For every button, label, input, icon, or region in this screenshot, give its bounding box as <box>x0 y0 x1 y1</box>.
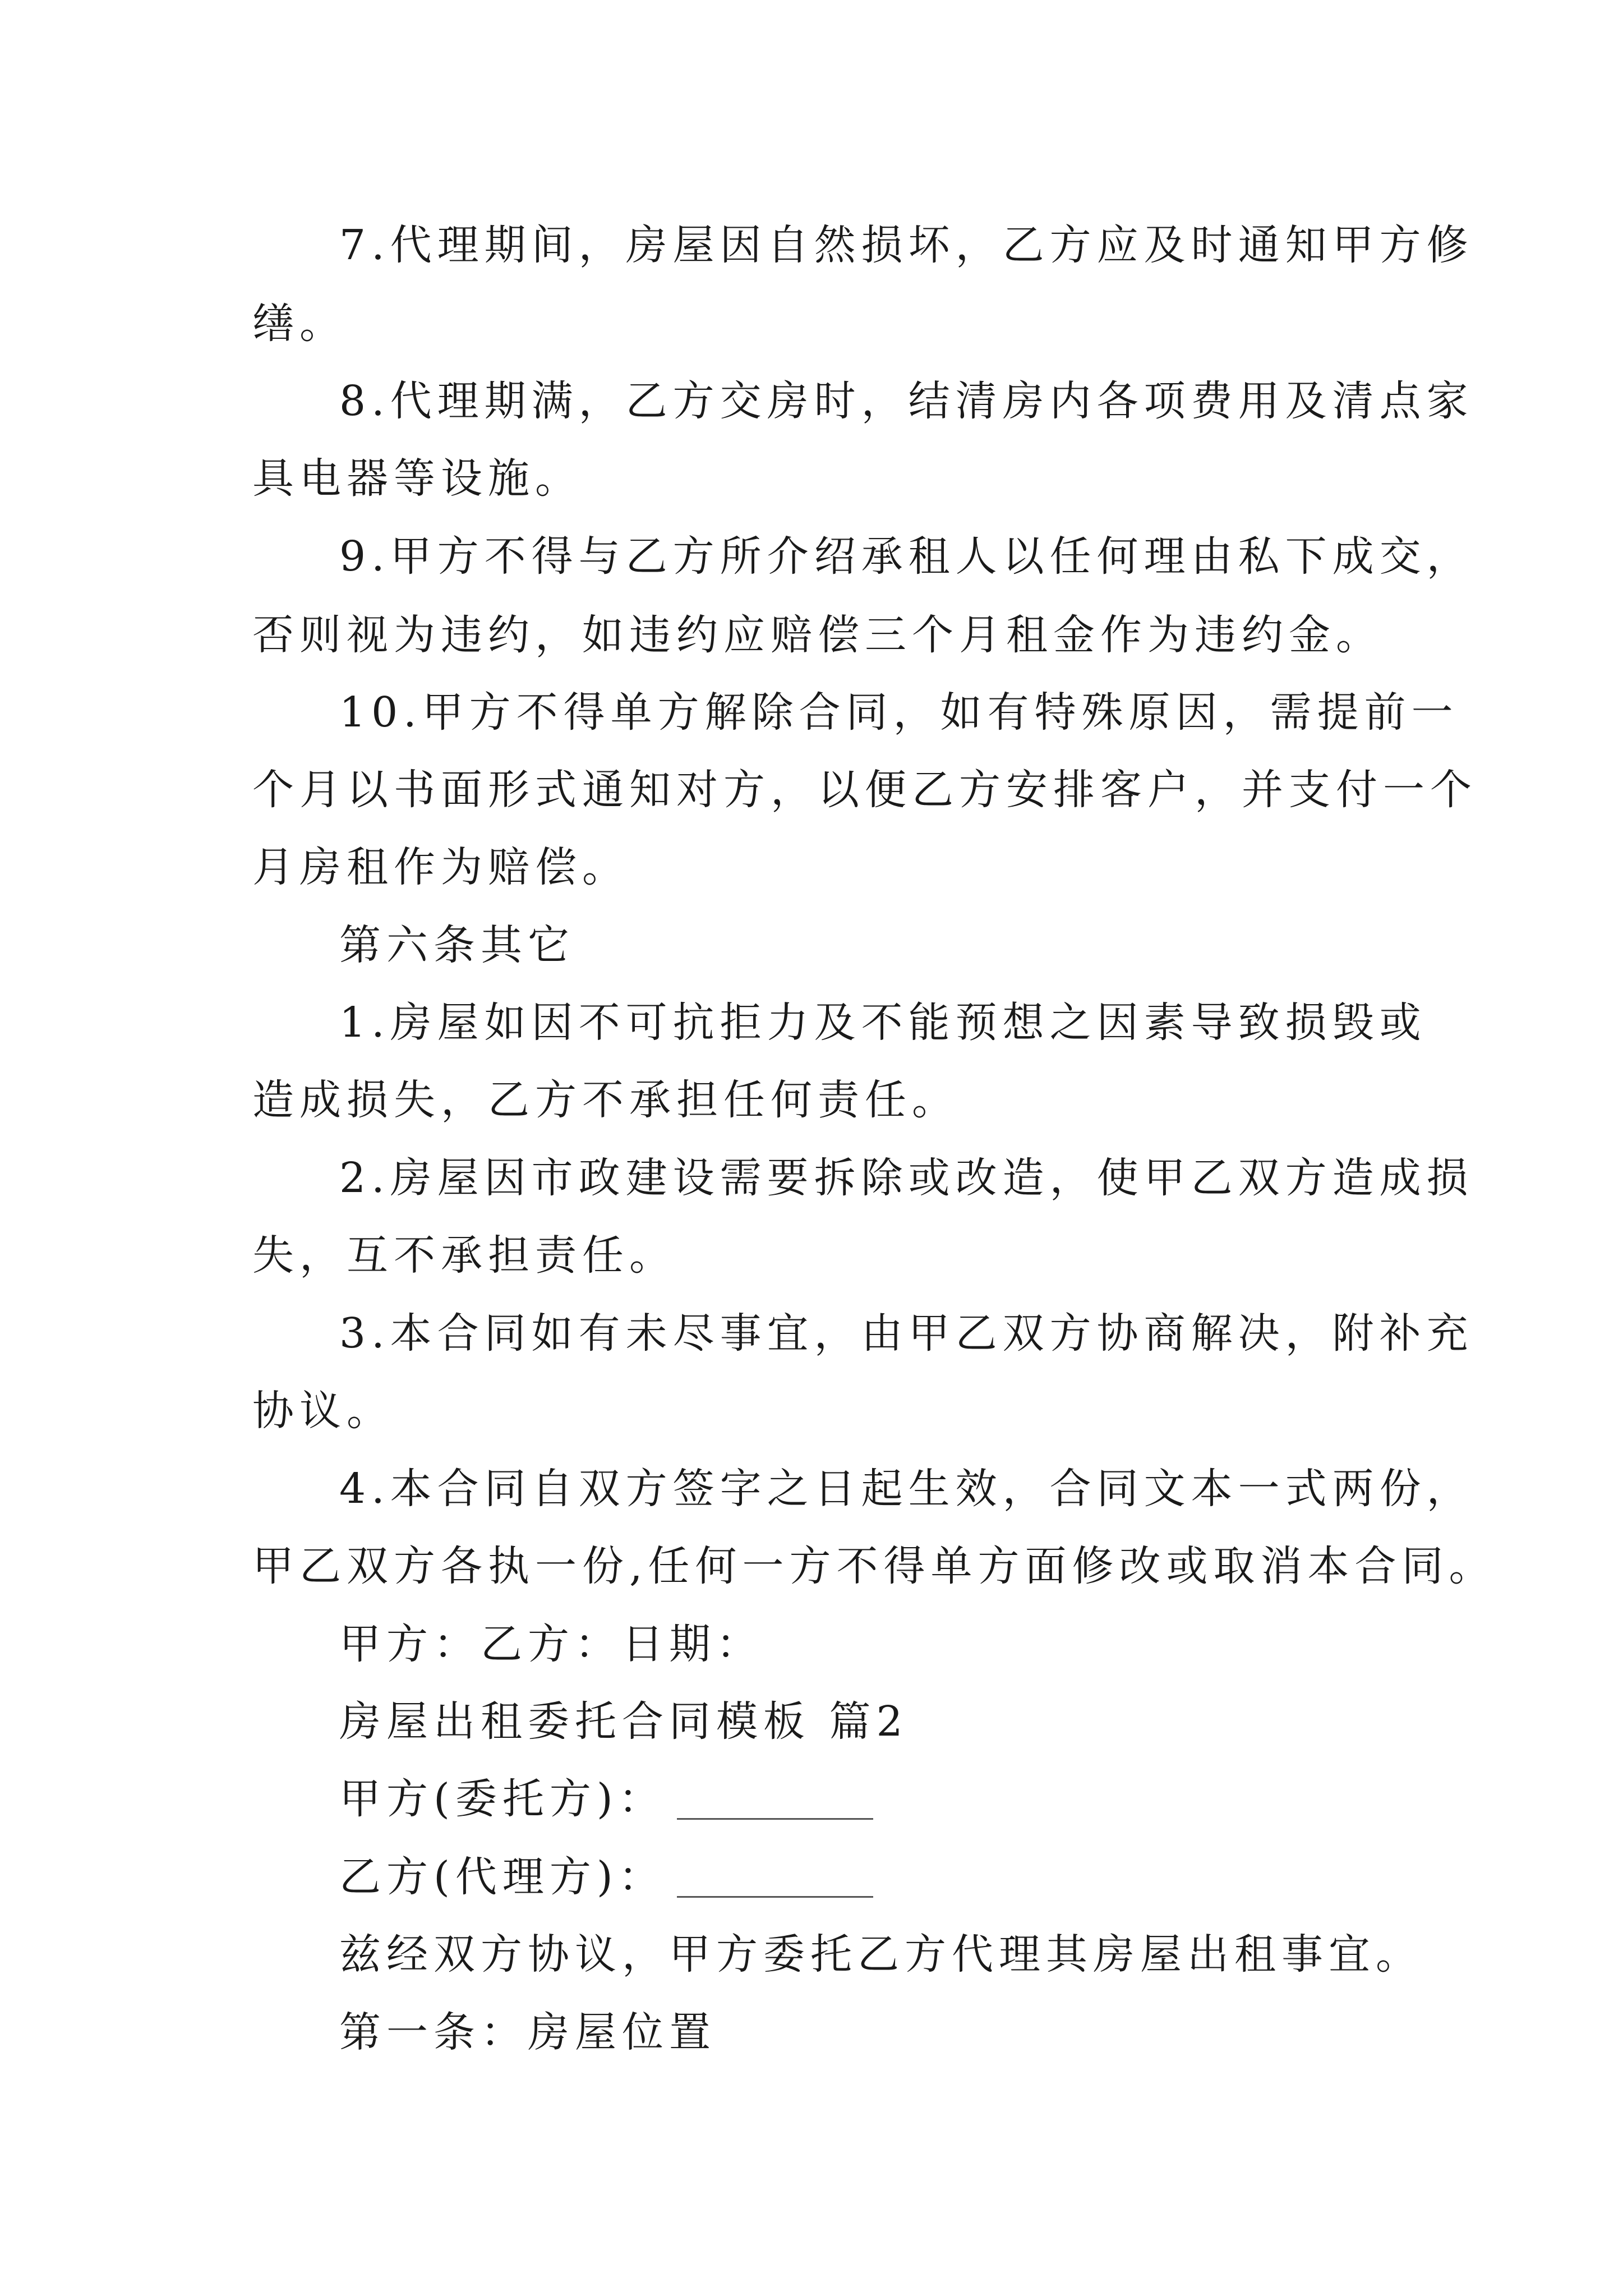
clause-7-line-1: 7.代理期间，房屋因自然损坏，乙方应及时通知甲方修 <box>339 221 1474 269</box>
party-a-blank <box>677 1784 873 1820</box>
section-6-item-3-line-1: 3.本合同如有未尽事宜，由甲乙双方协商解决，附补充 <box>339 1309 1474 1358</box>
clause-10-line-2: 个月以书面形式通知对方，以便乙方安排客户，并支付一个 <box>252 766 1477 814</box>
section-6-item-4-line-2: 甲乙双方各执一份,任何一方不得单方面修改或取消本合同。 <box>252 1542 1496 1590</box>
section-6-heading: 第六条其它 <box>339 921 575 969</box>
party-b-label: 乙方(代理方)： <box>339 1853 666 1901</box>
section-6-item-2-line-2: 失，互不承担责任。 <box>252 1231 676 1280</box>
clause-9-line-2: 否则视为违约，如违约应赔偿三个月租金作为违约金。 <box>252 611 1383 659</box>
clause-8-line-1: 8.代理期满，乙方交房时，结清房内各项费用及清点家 <box>339 377 1474 425</box>
clause-10-line-1: 10.甲方不得单方解除合同，如有特殊原因，需提前一 <box>339 688 1459 737</box>
clause-8-line-2: 具电器等设施。 <box>252 454 582 503</box>
section-6-item-4-line-1: 4.本合同自双方签字之日起生效，合同文本一式两份， <box>339 1465 1474 1513</box>
section-6-item-2-line-1: 2.房屋因市政建设需要拆除或改造，使甲乙双方造成损 <box>339 1154 1474 1202</box>
section-6-item-1-line-2: 造成损失，乙方不承担任何责任。 <box>252 1076 959 1124</box>
clause-10-line-3: 月房租作为赔偿。 <box>252 843 629 891</box>
party-a-label: 甲方(委托方)： <box>339 1775 666 1823</box>
template-2-title: 房屋出租委托合同模板 篇2 <box>339 1697 909 1746</box>
party-b-line <box>339 1846 873 1908</box>
party-a-line <box>339 1768 873 1830</box>
section-6-item-3-line-2: 协议。 <box>252 1387 394 1435</box>
article-1-heading: 第一条：房屋位置 <box>339 2008 716 2056</box>
party-b-blank <box>677 1862 873 1898</box>
signature-line: 甲方：乙方：日期： <box>339 1620 763 1668</box>
clause-7-line-2: 缮。 <box>252 300 347 348</box>
section-6-item-1-line-1: 1.房屋如因不可抗拒力及不能预想之因素导致损毁或 <box>339 999 1427 1047</box>
agreement-intro: 兹经双方协议，甲方委托乙方代理其房屋出租事宜。 <box>339 1930 1423 1978</box>
clause-9-line-1: 9.甲方不得与乙方所介绍承租人以任何理由私下成交， <box>339 532 1474 581</box>
